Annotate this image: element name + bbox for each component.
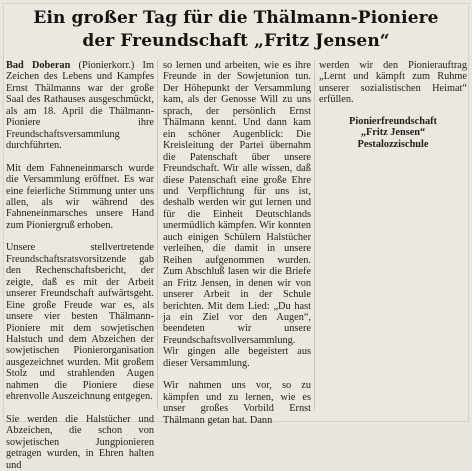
column-divider [314, 60, 315, 410]
signature-line: Pionierfreundschaft [349, 115, 437, 127]
article-column-3 [319, 60, 467, 150]
article-paragraph: Mit dem Fahneneinmarsch wurde die Versammlung eröffnet. Es war eine feierliche Stimmung unter uns allen, als wir während des Fahneneinmarsches unsere Hand zum Pioniergruß erhoben. [6, 162, 154, 231]
signature-block [319, 116, 467, 151]
headline-line-1: Ein großer Tag für die Thälmann-Pioniere [33, 8, 439, 28]
article-column-2 [163, 60, 311, 426]
article-paragraph: Unsere stellvertretende Freundschaftsratsvorsitzende gab den Rechenschaftsbericht, der zeigte, daß es mit der Arbeit unserer Freundschaft aufwärtsgeht. Eine große Freude war es, als unsere vier besten Thälmann-Pioniere mit dem sowjetischen Halstuch und dem Abzeichen der sowjetischen Pionierorganisation ausgezeichnet wurden. Mit großem Stolz und strahlenden Augen nahmen die Pioniere diese ehrenvolle Auszeichnung entgegen. [6, 242, 154, 403]
column-divider [157, 60, 158, 410]
signature-line: Pestalozzischule [357, 138, 429, 150]
article-paragraph: Wir nahmen uns vor, so zu kämpfen und zu lernen, wie es unser großes Vorbild Ernst Thälmann getan hat. Dann [163, 380, 311, 426]
paragraph-text: Im Zeichen des Lebens und Kampfes Ernst Thälmanns war der große Saal des Rathauses ausgeschmückt, als am 18. April die Thälmann-Pioniere ihre Freundschaftsversammlung durchführten. [6, 60, 154, 152]
article-paragraph: so lernen und arbeiten, wie es ihre Freunde in der Sowjetunion tun. Der Höhepunkt der Versammlung kam, als der Genosse Will zu uns sprach, der persönlich Ernst Thälmann kennt. Und dann kam ein schöner Augenblick: Die Kreisleitung der Partei übernahm die Patenschaft über unsere Freundschaft. Wir alle wissen, daß diese Patenschaft eine große Ehre und Verpflichtung für uns ist, deshalb werden wir gut lernen und für die Einheit Deutschlands unermüdlich kämpfen. Wir konnten auch einigen Schülern Halstücher verleihen, die damit in unsere Reihen aufgenommen wurden. Zum Abschluß lasen wir die Briefe an Fritz Jensen, in denen wir von unserer Arbeit in der Schule berichten. Mit dem Lied: „Du hast ja ein Ziel vor den Augen“, beendeten wir unsere Freundschaftsvollversammlung. Wir gingen alle begeistert aus dieser Versammlung. [163, 60, 311, 369]
dateline-source: (Pionierkorr.) [78, 60, 135, 71]
signature-line: „Fritz Jensen“ [360, 127, 426, 139]
article-column-1 [6, 60, 154, 471]
article-paragraph: Sie werden die Halstücher und Abzeichen, die schon von sowjetischen Jungpionieren getragen wurden, in Ehren halten und [6, 413, 154, 471]
article-paragraph: werden wir den Pionierauftrag „Lernt und kämpft zum Ruhme unserer sozialistischen Heimat“ erfüllen. [319, 60, 467, 106]
dateline: Bad Doberan [6, 60, 71, 71]
headline-line-2: der Freundschaft „Fritz Jensen“ [82, 31, 390, 51]
article-paragraph [6, 60, 154, 152]
